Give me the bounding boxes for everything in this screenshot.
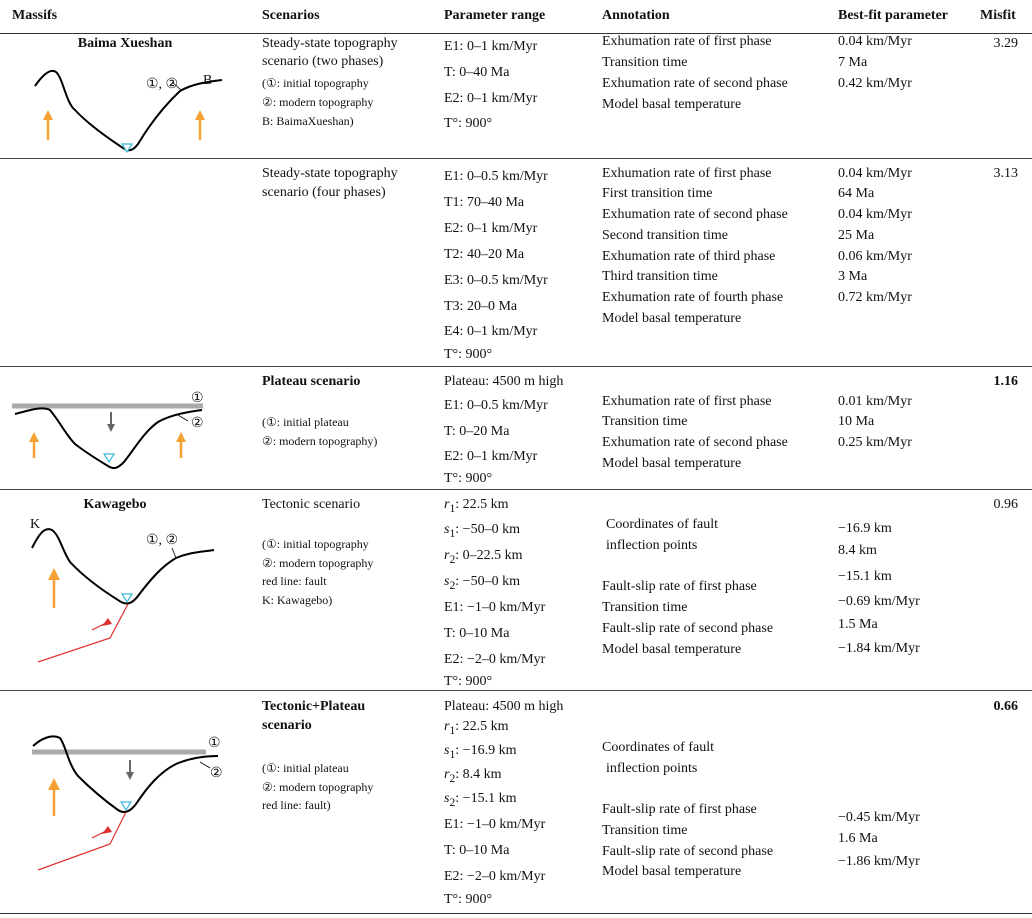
param-value: : 8.4 km: [455, 767, 502, 782]
annotation: inflection points: [606, 761, 698, 776]
param: [444, 520, 520, 544]
param-value: : 22.5 km: [455, 719, 509, 734]
param: T°: 900°: [444, 674, 493, 689]
param-subscript: 1: [449, 501, 456, 515]
table-header: [0, 0, 1032, 34]
param: T°: 900°: [444, 471, 493, 486]
diagram-label-massif: B: [203, 73, 213, 88]
scenario-note: K: Kawagebo): [262, 593, 333, 607]
down-arrow-head: [107, 424, 115, 432]
misfit-value: 3.29: [993, 36, 1018, 51]
row-divider: [0, 366, 1032, 367]
annotation: Exhumation rate of first phase: [602, 394, 772, 409]
scenario-note: ②: modern topography: [262, 95, 374, 109]
param: E2: −2–0 km/Myr: [444, 869, 546, 884]
topography-line: [33, 736, 218, 812]
param: T1: 70–40 Ma: [444, 195, 525, 210]
massif-name: Baima Xueshan: [77, 36, 173, 51]
annotation: Exhumation rate of second phase: [602, 435, 788, 450]
param: T: 0–40 Ma: [444, 65, 510, 80]
param: E2: −2–0 km/Myr: [444, 652, 546, 667]
annotation: Transition time: [602, 823, 688, 838]
best-fit-value: −1.86 km/Myr: [838, 854, 920, 869]
param: E1: 0–0.5 km/Myr: [444, 169, 548, 184]
param: E1: −1–0 km/Myr: [444, 817, 546, 832]
param-value: : −15.1 km: [455, 791, 517, 806]
uplift-arrow-head: [43, 110, 53, 120]
scenario-note: ②: modern topography): [262, 434, 378, 448]
param: T3: 20–0 Ma: [444, 299, 518, 314]
annotation: Model basal temperature: [602, 864, 742, 879]
diagram-label-initial: ①: [208, 736, 221, 751]
fault-line: [38, 604, 128, 662]
annotation: Fault-slip rate of first phase: [602, 579, 757, 594]
best-fit-value: 1.5 Ma: [838, 617, 878, 632]
annotation: Model basal temperature: [602, 97, 742, 112]
best-fit-value: −0.45 km/Myr: [838, 810, 920, 825]
table-bottom-rule: [0, 913, 1032, 914]
param-subscript: 2: [449, 771, 456, 785]
river-icon: [121, 802, 131, 810]
topography-line: [32, 529, 214, 603]
scenario-title: Steady-state topography: [262, 36, 398, 51]
param: [444, 717, 509, 741]
param-value: : −50–0 km: [455, 522, 520, 537]
fault-slip-arrow-head: [102, 826, 112, 834]
best-fit-value: 0.01 km/Myr: [838, 394, 912, 409]
best-fit-value: −0.69 km/Myr: [838, 594, 920, 609]
best-fit-value: 8.4 km: [838, 543, 877, 558]
param: [444, 741, 516, 765]
annotation: Exhumation rate of fourth phase: [602, 290, 784, 305]
scenario-note: (①: initial topography: [262, 537, 369, 551]
fault-line: [38, 812, 126, 870]
param-subscript: 2: [449, 578, 456, 592]
best-fit-value: 0.72 km/Myr: [838, 290, 912, 305]
uplift-arrow-head: [195, 110, 205, 120]
annotation: Coordinates of fault: [602, 740, 714, 755]
param-subscript: 2: [449, 552, 456, 566]
uplift-arrow-head: [29, 432, 39, 442]
river-icon: [122, 594, 132, 602]
diagram-label-topography: ①, ②: [146, 77, 179, 92]
param-symbol: r: [444, 497, 450, 512]
best-fit-value: −16.9 km: [838, 521, 892, 536]
header-annotation: Annotation: [602, 8, 670, 23]
scenario-note: (①: initial topography: [262, 76, 369, 90]
annotation: inflection points: [606, 538, 698, 553]
header-massifs: Massifs: [12, 8, 58, 23]
scenario-note: (①: initial plateau: [262, 415, 349, 429]
scenario-note: red line: fault): [262, 798, 331, 812]
scenario-title: scenario: [262, 718, 312, 733]
param: [444, 789, 516, 813]
scenario-note: ②: modern topography: [262, 556, 374, 570]
param: T°: 900°: [444, 892, 493, 907]
annotation: Exhumation rate of first phase: [602, 166, 772, 181]
uplift-arrow-head: [48, 778, 60, 790]
param: T°: 900°: [444, 347, 493, 362]
param-symbol: r: [444, 767, 450, 782]
annotation: Fault-slip rate of second phase: [602, 621, 774, 636]
param: T°: 900°: [444, 116, 493, 131]
misfit-value: 0.96: [993, 497, 1018, 512]
annotation: Model basal temperature: [602, 311, 742, 326]
misfit-value: 1.16: [993, 374, 1018, 389]
annotation: Fault-slip rate of second phase: [602, 844, 774, 859]
best-fit-value: 1.6 Ma: [838, 831, 878, 846]
best-fit-value: 0.04 km/Myr: [838, 207, 912, 222]
diagram-label-modern: ②: [191, 416, 204, 431]
param-subscript: 2: [449, 795, 456, 809]
param: E1: 0–1 km/Myr: [444, 39, 538, 54]
param-value: : 22.5 km: [455, 497, 509, 512]
scenario-note: B: BaimaXueshan): [262, 114, 354, 128]
leader-line: [200, 762, 210, 768]
scenario-title: scenario (four phases): [262, 185, 386, 200]
annotation: Exhumation rate of third phase: [602, 249, 776, 264]
best-fit-value: 0.25 km/Myr: [838, 435, 912, 450]
annotation: Coordinates of fault: [606, 517, 718, 532]
uplift-arrow-head: [176, 432, 186, 442]
plateau-diagram: [0, 380, 250, 480]
best-fit-value: 0.04 km/Myr: [838, 34, 912, 49]
header-misfit: Misfit: [980, 8, 1016, 23]
param: E2: 0–1 km/Myr: [444, 449, 538, 464]
misfit-value: 0.66: [993, 699, 1018, 714]
param-symbol: r: [444, 719, 450, 734]
topography-line: [35, 71, 222, 150]
best-fit-value: −1.84 km/Myr: [838, 641, 920, 656]
river-icon: [104, 454, 114, 462]
param: E1: −1–0 km/Myr: [444, 600, 546, 615]
param: [444, 572, 520, 596]
fault-slip-arrow-head: [102, 618, 112, 626]
best-fit-value: 25 Ma: [838, 228, 875, 243]
massif-name: Kawagebo: [83, 497, 147, 512]
param: E2: 0–1 km/Myr: [444, 91, 538, 106]
param: T: 0–10 Ma: [444, 843, 510, 858]
annotation: Second transition time: [602, 228, 728, 243]
param: [444, 546, 523, 570]
scenario-note: ②: modern topography: [262, 780, 374, 794]
annotation: Transition time: [602, 414, 688, 429]
best-fit-value: 0.04 km/Myr: [838, 166, 912, 181]
row-divider: [0, 489, 1032, 490]
best-fit-value: 7 Ma: [838, 55, 868, 70]
tectonic-diagram: [0, 520, 250, 670]
leader-line: [178, 415, 188, 421]
annotation: Model basal temperature: [602, 456, 742, 471]
param: E3: 0–0.5 km/Myr: [444, 273, 548, 288]
param-symbol: s: [444, 574, 450, 589]
best-fit-value: 0.42 km/Myr: [838, 76, 912, 91]
best-fit-value: 10 Ma: [838, 414, 875, 429]
annotation: Exhumation rate of second phase: [602, 76, 788, 91]
scenario-note: red line: fault: [262, 574, 327, 588]
param-symbol: s: [444, 522, 450, 537]
scenario-note: (①: initial plateau: [262, 761, 349, 775]
param: Plateau: 4500 m high: [444, 699, 564, 714]
param-symbol: s: [444, 743, 450, 758]
param: [444, 495, 509, 519]
param: T: 0–10 Ma: [444, 626, 510, 641]
param: T: 0–20 Ma: [444, 424, 510, 439]
best-fit-value: 64 Ma: [838, 186, 875, 201]
param-value: : 0–22.5 km: [455, 548, 523, 563]
param: Plateau: 4500 m high: [444, 374, 564, 389]
best-fit-value: 0.06 km/Myr: [838, 249, 912, 264]
annotation: Transition time: [602, 55, 688, 70]
param: [444, 765, 502, 789]
diagram-label-massif: K: [30, 517, 41, 532]
param: E4: 0–1 km/Myr: [444, 324, 538, 339]
row-divider: [0, 158, 1032, 159]
annotation: Third transition time: [602, 269, 718, 284]
header-best-fit: Best-fit parameter: [838, 8, 949, 23]
param-value: : −16.9 km: [455, 743, 517, 758]
param-subscript: 1: [449, 723, 456, 737]
param: T2: 40–20 Ma: [444, 247, 525, 262]
scenario-title: scenario (two phases): [262, 54, 384, 69]
scenario-title: Tectonic+Plateau: [262, 699, 366, 714]
row-divider: [0, 690, 1032, 691]
param-symbol: r: [444, 548, 450, 563]
param-symbol: s: [444, 791, 450, 806]
param-subscript: 1: [449, 526, 456, 540]
best-fit-value: −15.1 km: [838, 569, 892, 584]
annotation: First transition time: [602, 186, 713, 201]
diagram-label-topography: ①, ②: [146, 533, 179, 548]
annotation: Transition time: [602, 600, 688, 615]
topography-diagram: [0, 58, 250, 158]
diagram-label-initial: ①: [191, 391, 204, 406]
param: E2: 0–1 km/Myr: [444, 221, 538, 236]
param: E1: 0–0.5 km/Myr: [444, 398, 548, 413]
annotation: Model basal temperature: [602, 642, 742, 657]
best-fit-value: 3 Ma: [838, 269, 868, 284]
scenario-title: Plateau scenario: [262, 374, 361, 389]
annotation: Fault-slip rate of first phase: [602, 802, 757, 817]
param-value: : −50–0 km: [455, 574, 520, 589]
misfit-value: 3.13: [993, 166, 1018, 181]
param-subscript: 1: [449, 747, 456, 761]
scenario-title: Steady-state topography: [262, 166, 398, 181]
down-arrow-head: [126, 772, 134, 780]
diagram-label-modern: ②: [210, 766, 223, 781]
annotation: Exhumation rate of second phase: [602, 207, 788, 222]
header-scenarios: Scenarios: [262, 8, 320, 23]
uplift-arrow-head: [48, 568, 60, 580]
scenario-title: Tectonic scenario: [262, 497, 361, 512]
header-parameter-range: Parameter range: [444, 8, 546, 23]
annotation: Exhumation rate of first phase: [602, 34, 772, 49]
